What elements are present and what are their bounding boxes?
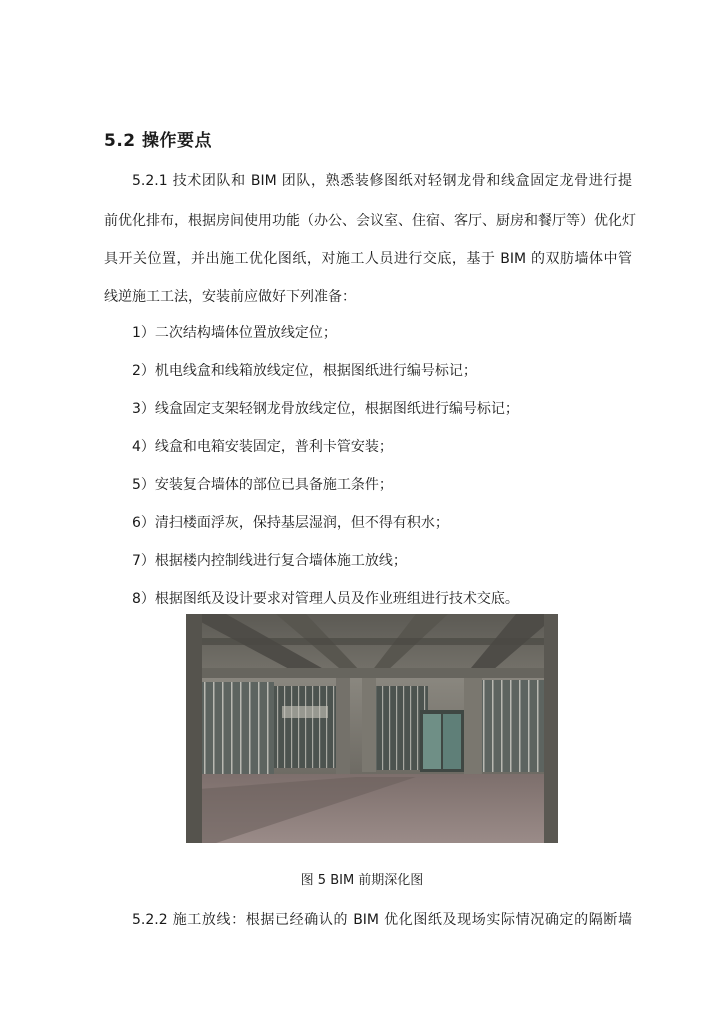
list-item: 1）二次结构墙体位置放线定位；	[132, 325, 337, 341]
paragraph-line: 5.2.2 施工放线：根据已经确认的 BIM 优化图纸及现场实际情况确定的隔断墙	[132, 912, 632, 928]
paragraph-line: 前优化排布，根据房间使用功能（办公、会议室、住宿、客厅、厨房和餐厅等）优化灯	[104, 213, 636, 229]
list-item: 2）机电线盒和线箱放线定位，根据图纸进行编号标记；	[132, 363, 477, 379]
paragraph-line: 具开关位置，并出施工优化图纸，对施工人员进行交底，基于 BIM 的双肪墙体中管	[104, 251, 632, 267]
list-item: 6）清扫楼面浮灰，保持基层湿润，但不得有积水；	[132, 515, 449, 531]
list-item: 3）线盒固定支架轻钢龙骨放线定位，根据图纸进行编号标记；	[132, 401, 519, 417]
list-item: 7）根据楼内控制线进行复合墙体施工放线；	[132, 553, 407, 569]
paragraph-line: 线逆施工工法，安装前应做好下列准备：	[104, 289, 356, 305]
list-item: 8）根据图纸及设计要求对管理人员及作业班组进行技术交底。	[132, 591, 519, 607]
figure-caption: 图 5 BIM 前期深化图	[300, 873, 424, 888]
list-item: 5）安装复合墙体的部位已具备施工条件；	[132, 477, 393, 493]
bim-rendering-image	[186, 614, 558, 843]
section-heading: 5.2 操作要点	[104, 131, 213, 151]
paragraph-line: 5.2.1 技术团队和 BIM 团队，熟悉装修图纸对轻钢龙骨和线盒固定龙骨进行提	[132, 173, 632, 189]
list-item: 4）线盒和电箱安装固定，普利卡管安装；	[132, 439, 393, 455]
